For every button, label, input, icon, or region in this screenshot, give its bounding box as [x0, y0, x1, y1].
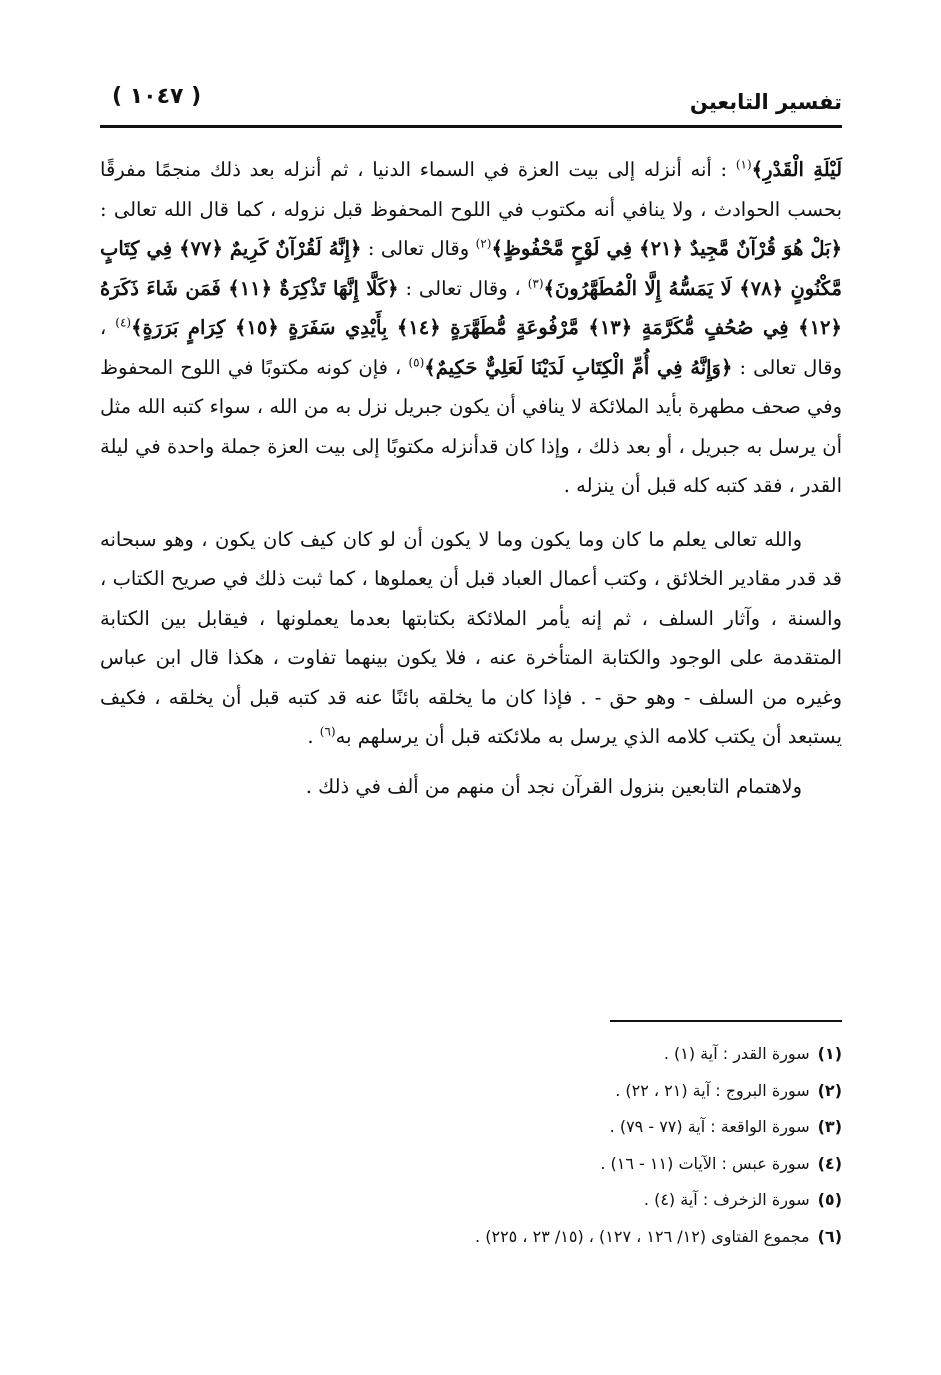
footnote-number: (٤)	[817, 1153, 842, 1173]
footnote-number: (٦)	[817, 1226, 842, 1246]
footnote-ref: (١)	[735, 157, 752, 172]
quran-verse: ﴿كَلَّا إِنَّهَا تَذْكِرَةٌ ﴿١١﴾ فَمَن شَاءَ ذَكَرَهُ ﴿١٢﴾ فِي صُحُفٍ مُّكَرَّمَةٍ ﴿١٣﴾ مَّرْفُوعَةٍ مُّطَهَّرَةٍ ﴿١٤﴾ بِأَيْدِي سَفَرَةٍ ﴿١٥﴾ كِرَامٍ بَرَرَةٍ﴾	[100, 276, 842, 339]
footnotes	[300, 1036, 842, 1255]
footnote-item	[300, 1036, 842, 1073]
quran-verse: ﴿إِنَّهُ لَقُرْآنٌ كَرِيمٌ ﴿٧٧﴾ فِي كِتَابٍ مَّكْنُونٍ ﴿٧٨﴾ لَا يَمَسُّهُ إِلَّا الْمُطَهَّرُونَ﴾	[100, 237, 842, 300]
footnote-item	[300, 1146, 842, 1183]
paragraph-text: ، فإن كونه مكتوبًا في اللوح المحفوظ وفي صحف مطهرة بأيد الملائكة لا ينافي أن يكون جبريل نزل به من الله ، سواء كتبه الله مثل أن يرسل به جبريل ، أو بعد ذلك ، وإذا كان قدأنزله مكتوبًا إلى بيت العزة جملة واحدة في ليلة القدر ، فقد كتبه كله قبل أن ينزله .	[100, 355, 842, 497]
paragraph-text: ، وقال تعالى :	[100, 316, 843, 379]
footnote-text: سورة الواقعة : آية (٧٧ - ٧٩) .	[609, 1117, 810, 1136]
footnote-text: سورة البروج : آية (٢١ ، ٢٢) .	[615, 1080, 810, 1100]
paragraph-2	[100, 520, 842, 757]
paragraph-text: ولاهتمام التابعين بنزول القرآن نجد أن منهم من ألف في ذلك .	[305, 774, 802, 798]
footnote-divider	[610, 1020, 842, 1022]
footnote-number: (٥)	[817, 1190, 842, 1209]
footnote-number: (٢)	[817, 1080, 842, 1100]
paragraph-text: ، وقال تعالى :	[398, 276, 528, 300]
footnote-number: (٣)	[817, 1117, 842, 1136]
paragraph-text: والله تعالى يعلم ما كان وما يكون وما لا يكون أن لو كان كيف كان يكون ، وهو سبحانه قد قدر مقادير الخلائق ، وكتب أعمال العباد قبل أن يعملوها ، كما ثبت ذلك في صريح الكتاب ، والسنة ، وآثار السلف ، ثم إنه يأمر الملائكة بكتابتها بعدما يعملونها ، فيقابل بين الكتابة المتقدمة على الوجود والكتابة المتأخرة عنه ، فلا يكون بينهما تفاوت ، هكذا قال ابن عباس وغيره من السلف - وهو حق - . فإذا كان ما يخلقه بائنًا عنه قد كتبه قبل أن يخلقه ، فكيف يستبعد أن يكتب كلامه الذي يرسل به ملائكته قبل أن يرسلهم به	[100, 527, 842, 748]
paragraph-3	[100, 767, 842, 807]
page-number: ( ١٠٤٧ )	[112, 84, 202, 109]
quran-verse: ﴿بَلْ هُوَ قُرْآنٌ مَّجِيدٌ ﴿٢١﴾ فِي لَوْحٍ مَّحْفُوظٍ﴾	[491, 237, 842, 260]
footnote-ref: (٦)	[319, 724, 336, 739]
footnote-number: (١)	[817, 1044, 842, 1063]
footnote-item	[300, 1073, 842, 1110]
paragraph-text: وقال تعالى :	[361, 237, 476, 260]
footnote-ref: (٤)	[115, 315, 132, 330]
paragraph-text: : أنه أنزله إلى بيت العزة في السماء الدنيا ، ثم أنزله بعد ذلك منجمًا مفرقًا بحسب الحوادث ، ولا ينافي أنه مكتوب في اللوح المحفوظ قبل نزوله ، كما قال الله تعالى :	[100, 158, 842, 221]
paragraph-end: .	[307, 725, 320, 748]
footnote-ref: (٢)	[475, 236, 492, 251]
page-header	[100, 78, 842, 124]
footnote-text: سورة عبس : الآيات (١١ - ١٦) .	[600, 1153, 810, 1173]
quran-verse: لَيْلَةِ الْقَدْرِ﴾	[751, 158, 843, 181]
footnote-text: سورة القدر : آية (١) .	[663, 1044, 810, 1063]
footnote-ref: (٣)	[527, 276, 544, 290]
footnote-item	[300, 1219, 842, 1256]
footnote-ref: (٥)	[408, 355, 425, 369]
footnote-item	[300, 1109, 842, 1146]
footnote-item	[300, 1182, 842, 1219]
running-title: تفسير التابعين	[689, 90, 842, 114]
header-divider	[100, 125, 842, 128]
paragraph-1	[100, 150, 842, 506]
main-text	[100, 150, 842, 806]
quran-verse: ﴿وَإِنَّهُ فِي أُمِّ الْكِتَابِ لَدَيْنَا لَعَلِيٌّ حَكِيمٌ﴾	[424, 355, 733, 379]
footnote-text: سورة الزخرف : آية (٤) .	[643, 1190, 810, 1209]
footnote-text: مجموع الفتاوى (١٢/ ١٢٦ ، ١٢٧) ، (١٥/ ٢٣ ، ٢٢٥) .	[475, 1226, 810, 1246]
